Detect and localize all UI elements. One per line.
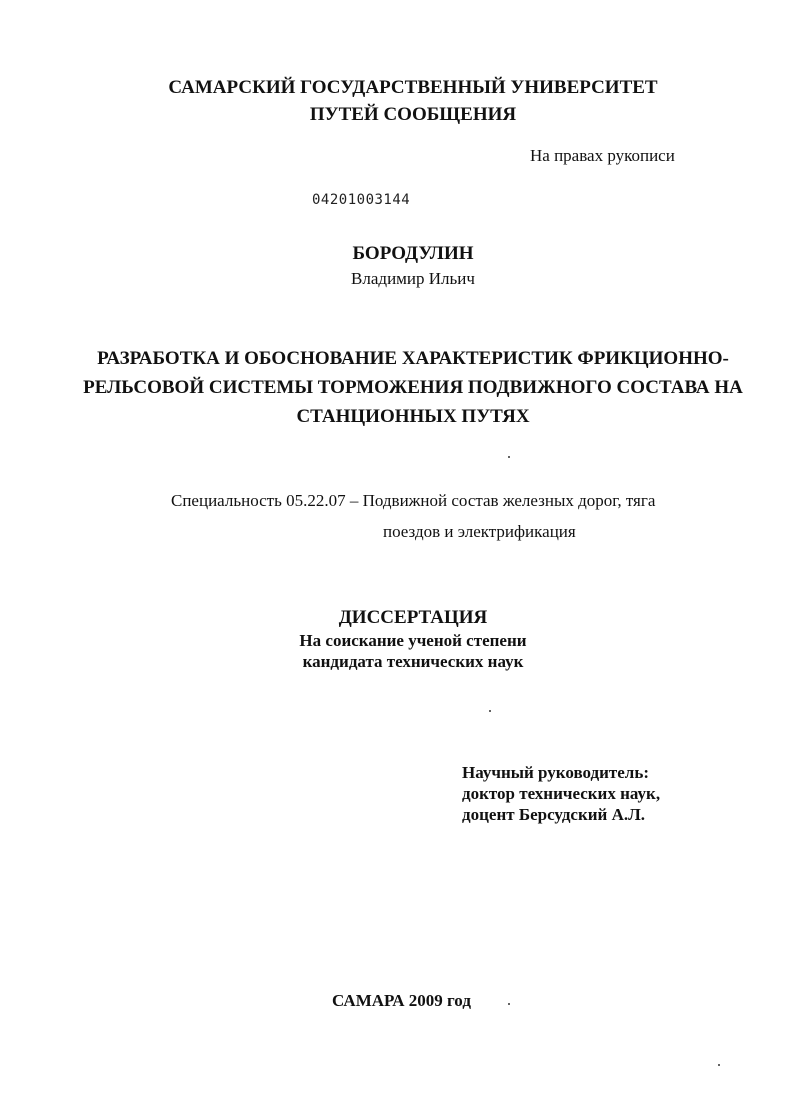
degree-line-1: На соискание ученой степени [299,631,527,650]
author-given-names: Владимир Ильич [351,269,475,288]
dissertation-label: ДИССЕРТАЦИЯ [338,607,488,628]
scan-speck [718,1064,720,1066]
title-line-2: РЕЛЬСОВОЙ СИСТЕМЫ ТОРМОЖЕНИЯ ПОДВИЖНОГО СОСТАВА НА [83,377,743,398]
scan-speck [508,456,510,458]
author-surname: БОРОДУЛИН [352,243,474,264]
city-year: САМАРА 2009 год [332,991,471,1010]
dissertation-title [60,344,766,431]
scientific-advisor [462,762,660,825]
title-line-3: СТАНЦИОННЫХ ПУТЯХ [296,406,530,427]
scan-speck [508,1003,510,1005]
advisor-line-3: доцент Берсудский А.Л. [462,805,646,824]
rights-note: На правах рукописи [530,146,675,165]
university-header [0,74,798,128]
scan-speck [489,710,491,712]
advisor-line-2: доктор технических наук, [462,784,661,803]
degree-info [0,630,798,672]
degree-line-2: кандидата технических наук [302,652,524,671]
title-line-1: РАЗРАБОТКА И ОБОСНОВАНИЕ ХАРАКТЕРИСТИК ФРИКЦИОННО- [97,348,729,369]
registration-number: 04201003144 [312,192,411,208]
specialty-line-1: Специальность 05.22.07 – Подвижной состав железных дорог, тяга [171,491,656,510]
advisor-line-1: Научный руководитель: [462,763,649,782]
university-line-1: САМАРСКИЙ ГОСУДАРСТВЕННЫЙ УНИВЕРСИТЕТ [168,77,658,98]
university-line-2: ПУТЕЙ СООБЩЕНИЯ [309,104,517,125]
specialty-line-2: поездов и электрификация [383,522,576,541]
